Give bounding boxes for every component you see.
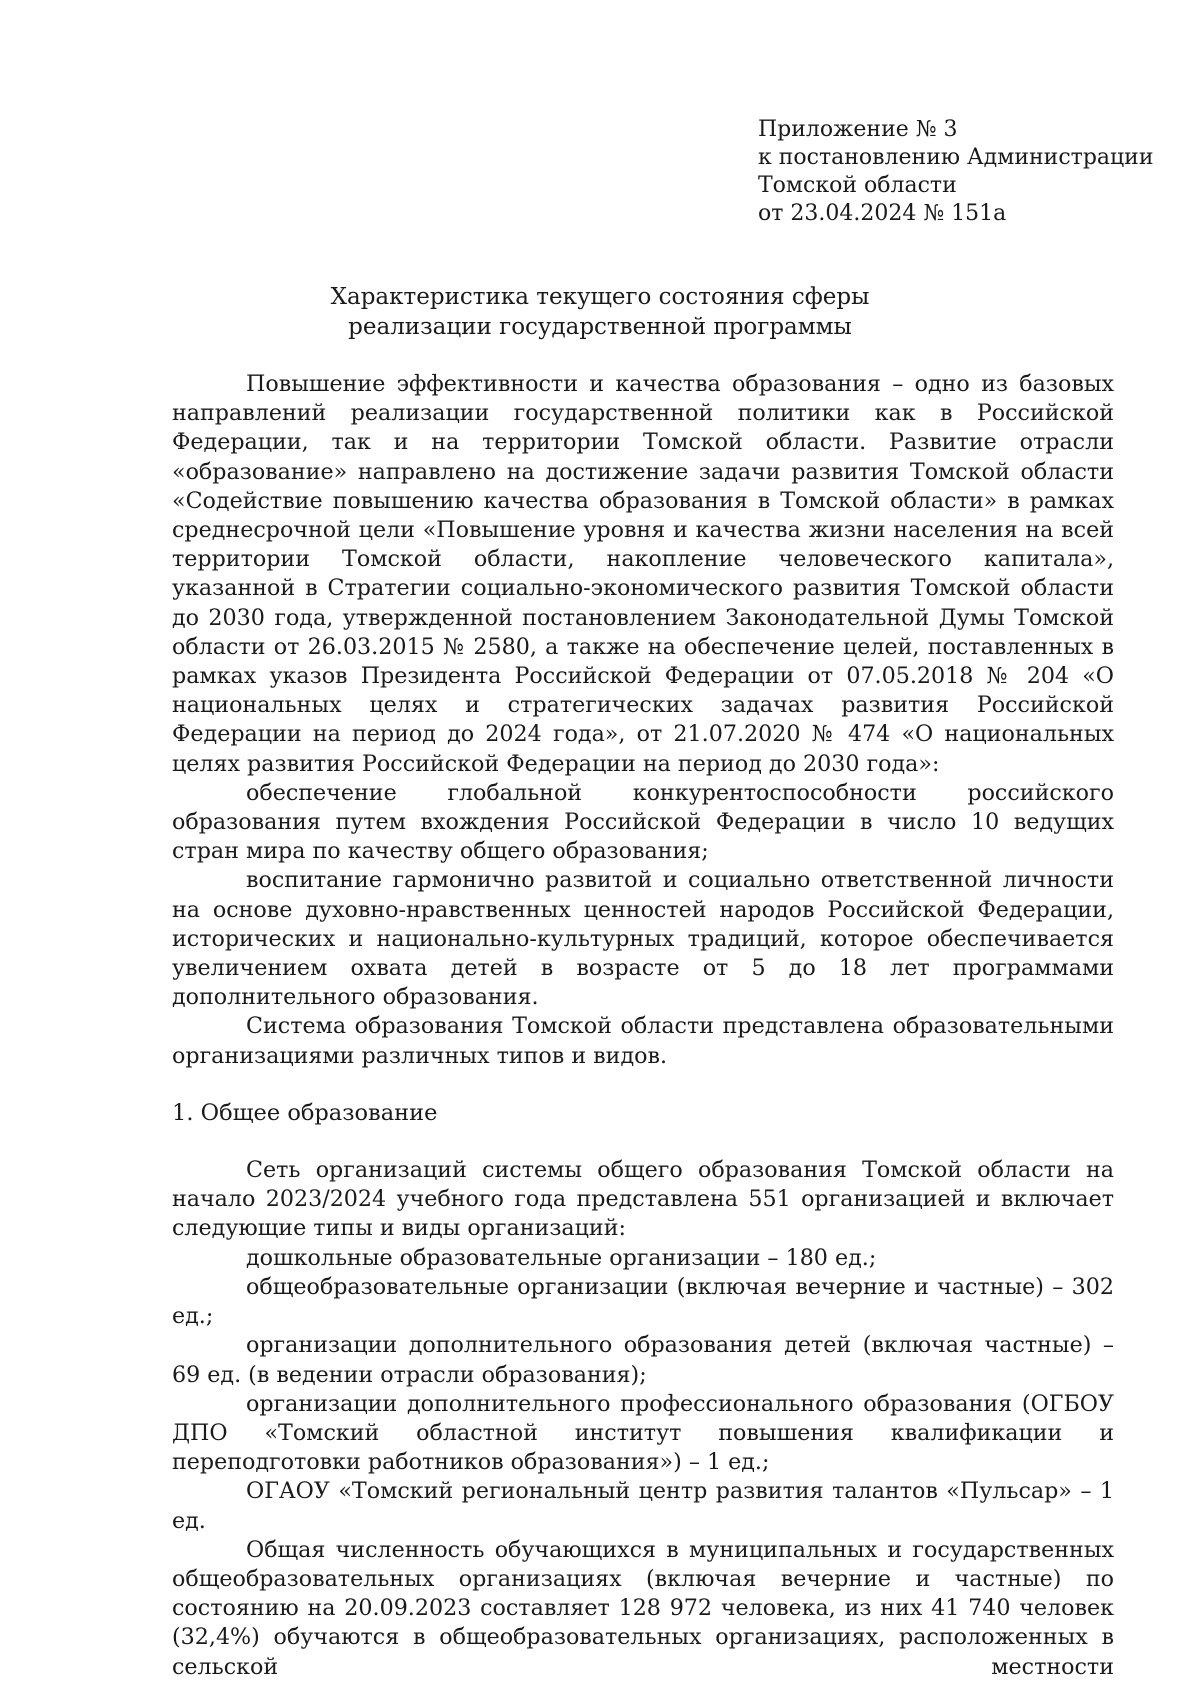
list-item: общеобразовательные организации (включая вечерние и частные) – 302 ед.;	[172, 1273, 1114, 1330]
appendix-line: от 23.04.2024 № 151а	[758, 201, 1007, 226]
paragraph: воспитание гармонично развитой и социально ответственной личности на основе духовно-нравственных ценностей народов Российской Федерации, исторических и национально-культурных традиций, которое обеспечивается увеличением охвата детей в возрасте от 5 до 18 лет программами дополнительного образования.	[172, 867, 1114, 1011]
document-body	[172, 370, 1114, 1682]
appendix-block	[758, 116, 1154, 228]
title-line: реализации государственной программы	[348, 314, 852, 340]
title-line: Характеристика текущего состояния сферы	[330, 284, 870, 310]
paragraph: Общая численность обучающихся в муниципальных и государственных общеобразовательных организациях (включая вечерние и частные) по состоянию на 20.09.2023 составляет 128 972 человека, из них 41 740 человек (32,4%) обучаются в общеобразовательных организациях, расположенных в сельской местности	[172, 1536, 1114, 1680]
section-heading: 1. Общее образование	[172, 1099, 438, 1126]
document-title	[0, 282, 1200, 342]
list-item: организации дополнительного образования детей (включая частные) – 69 ед. (в ведении отрасли образования);	[172, 1332, 1114, 1388]
list-item: дошкольные образовательные организации – 180 ед.;	[246, 1244, 877, 1271]
paragraph: Сеть организаций системы общего образования Томской области на начало 2023/2024 учебного года представлена 551 организацией и включает следующие типы и виды организаций:	[172, 1157, 1114, 1242]
list-item: организации дополнительного профессионального образования (ОГБОУ ДПО «Томский областной институт повышения квалификации и переподготовки работников образования») – 1 ед.;	[172, 1390, 1114, 1476]
appendix-line: Приложение № 3	[758, 117, 958, 142]
paragraph: Повышение эффективности и качества образования – одно из базовых направлений реализации государственной политики как в Российской Федерации, так и на территории Томской области. Развитие отрасли «образование» направлено на достижение задачи развития Томской области «Содействие повышению качества образования в Томской области» в рамках среднесрочной цели «Повышение уровня и качества жизни населения на всей территории Томской области, накопление человеческого капитала», указанной в Стратегии социально-экономического развития Томской области до 2030 года, утвержденной постановлением Законодательной Думы Томской области от 26.03.2015 № 2580, а также на обеспечение целей, поставленных в рамках указов Президента Российской Федерации от 07.05.2018 № 204 «О национальных целях и стратегических задачах развития Российской Федерации на период до 2024 года», от 21.07.2020 № 474 «О национальных целях развития Российской Федерации на период до 2030 года»:	[172, 371, 1114, 777]
list-item: ОГАОУ «Томский региональный центр развития талантов «Пульсар» – 1 ед.	[172, 1478, 1114, 1534]
appendix-line: Томской области	[758, 173, 957, 198]
appendix-line: к постановлению Администрации	[758, 145, 1154, 170]
paragraph: Система образования Томской области представлена образовательными организациями различных типов и видов.	[172, 1013, 1114, 1069]
paragraph: обеспечение глобальной конкурентоспособности российского образования путем вхождения Российской Федерации в число 10 ведущих стран мира по качеству общего образования;	[172, 779, 1114, 865]
